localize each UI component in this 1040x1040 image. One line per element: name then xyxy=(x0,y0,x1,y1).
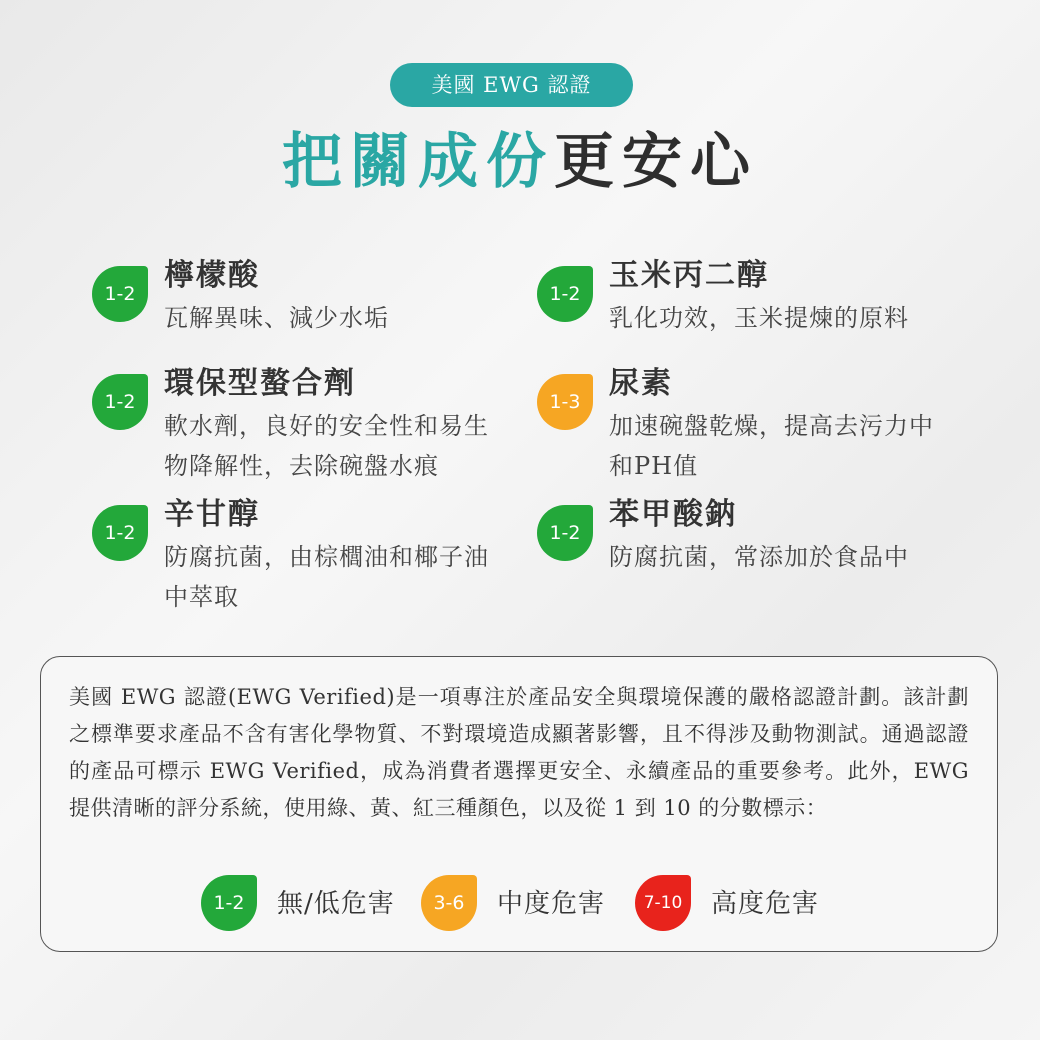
ingredient-name: 苯甲酸鈉 xyxy=(609,497,737,532)
score-leaf-icon: 1-2 xyxy=(92,266,148,322)
score-legend xyxy=(41,869,999,929)
title-part-rest: 更安心 xyxy=(554,127,758,197)
ewg-info-box xyxy=(40,656,1012,952)
ingredient-name: 檸檬酸 xyxy=(164,258,260,293)
legend-leaf-icon-medium: 3-6 xyxy=(421,875,477,931)
legend-label-low: 無/低危害 xyxy=(277,889,395,919)
ingredient-item xyxy=(537,366,967,486)
ingredient-item xyxy=(92,497,522,617)
ingredient-name: 辛甘醇 xyxy=(164,497,260,532)
ingredient-item xyxy=(537,497,967,587)
ingredient-name: 尿素 xyxy=(609,366,673,401)
ewg-info-text: 美國 EWG 認證(EWG Verified)是一項專注於產品安全與環境保護的嚴格認證計劃。該計劃之標準要求產品不含有害化學物質、不對環境造成顯著影響，且不得涉及動物測試。通過認證的產品可標示 EWG Verified，成為消費者選擇更安全、永續產品的重要參考。此外，EWG 提供清晰的評分系統，使用綠、黃、紅三種顏色，以及從 1 到 10 的分數標示： xyxy=(69,685,1012,820)
legend-label-high: 高度危害 xyxy=(711,889,820,919)
score-leaf-icon: 1-2 xyxy=(537,505,593,561)
ingredient-item xyxy=(92,258,522,348)
ingredient-desc: 乳化功效，玉米提煉的原料 xyxy=(609,304,909,332)
ingredient-item xyxy=(537,258,967,348)
legend-leaf-icon-low: 1-2 xyxy=(201,875,257,931)
ewg-badge: 美國 EWG 認證 xyxy=(390,63,633,107)
ingredient-item xyxy=(92,366,522,486)
title-part-highlight: 把關成份 xyxy=(282,127,554,197)
score-leaf-icon: 1-3 xyxy=(537,374,593,430)
ingredient-desc: 瓦解異味、減少水垢 xyxy=(164,304,389,332)
legend-label-medium: 中度危害 xyxy=(497,889,606,919)
score-leaf-icon: 1-2 xyxy=(537,266,593,322)
score-leaf-icon: 1-2 xyxy=(92,505,148,561)
legend-leaf-icon-high: 7-10 xyxy=(635,875,691,931)
ingredient-desc: 加速碗盤乾燥，提高去污力中和PH值 xyxy=(609,412,934,480)
ingredient-name: 玉米丙二醇 xyxy=(609,258,769,293)
ingredient-desc: 防腐抗菌，由棕櫚油和椰子油中萃取 xyxy=(164,543,489,611)
page-title xyxy=(0,122,1040,202)
ingredient-desc: 防腐抗菌，常添加於食品中 xyxy=(609,543,909,571)
score-leaf-icon: 1-2 xyxy=(92,374,148,430)
ingredient-desc: 軟水劑，良好的安全性和易生物降解性，去除碗盤水痕 xyxy=(164,412,489,480)
ingredient-name: 環保型螯合劑 xyxy=(164,366,356,401)
